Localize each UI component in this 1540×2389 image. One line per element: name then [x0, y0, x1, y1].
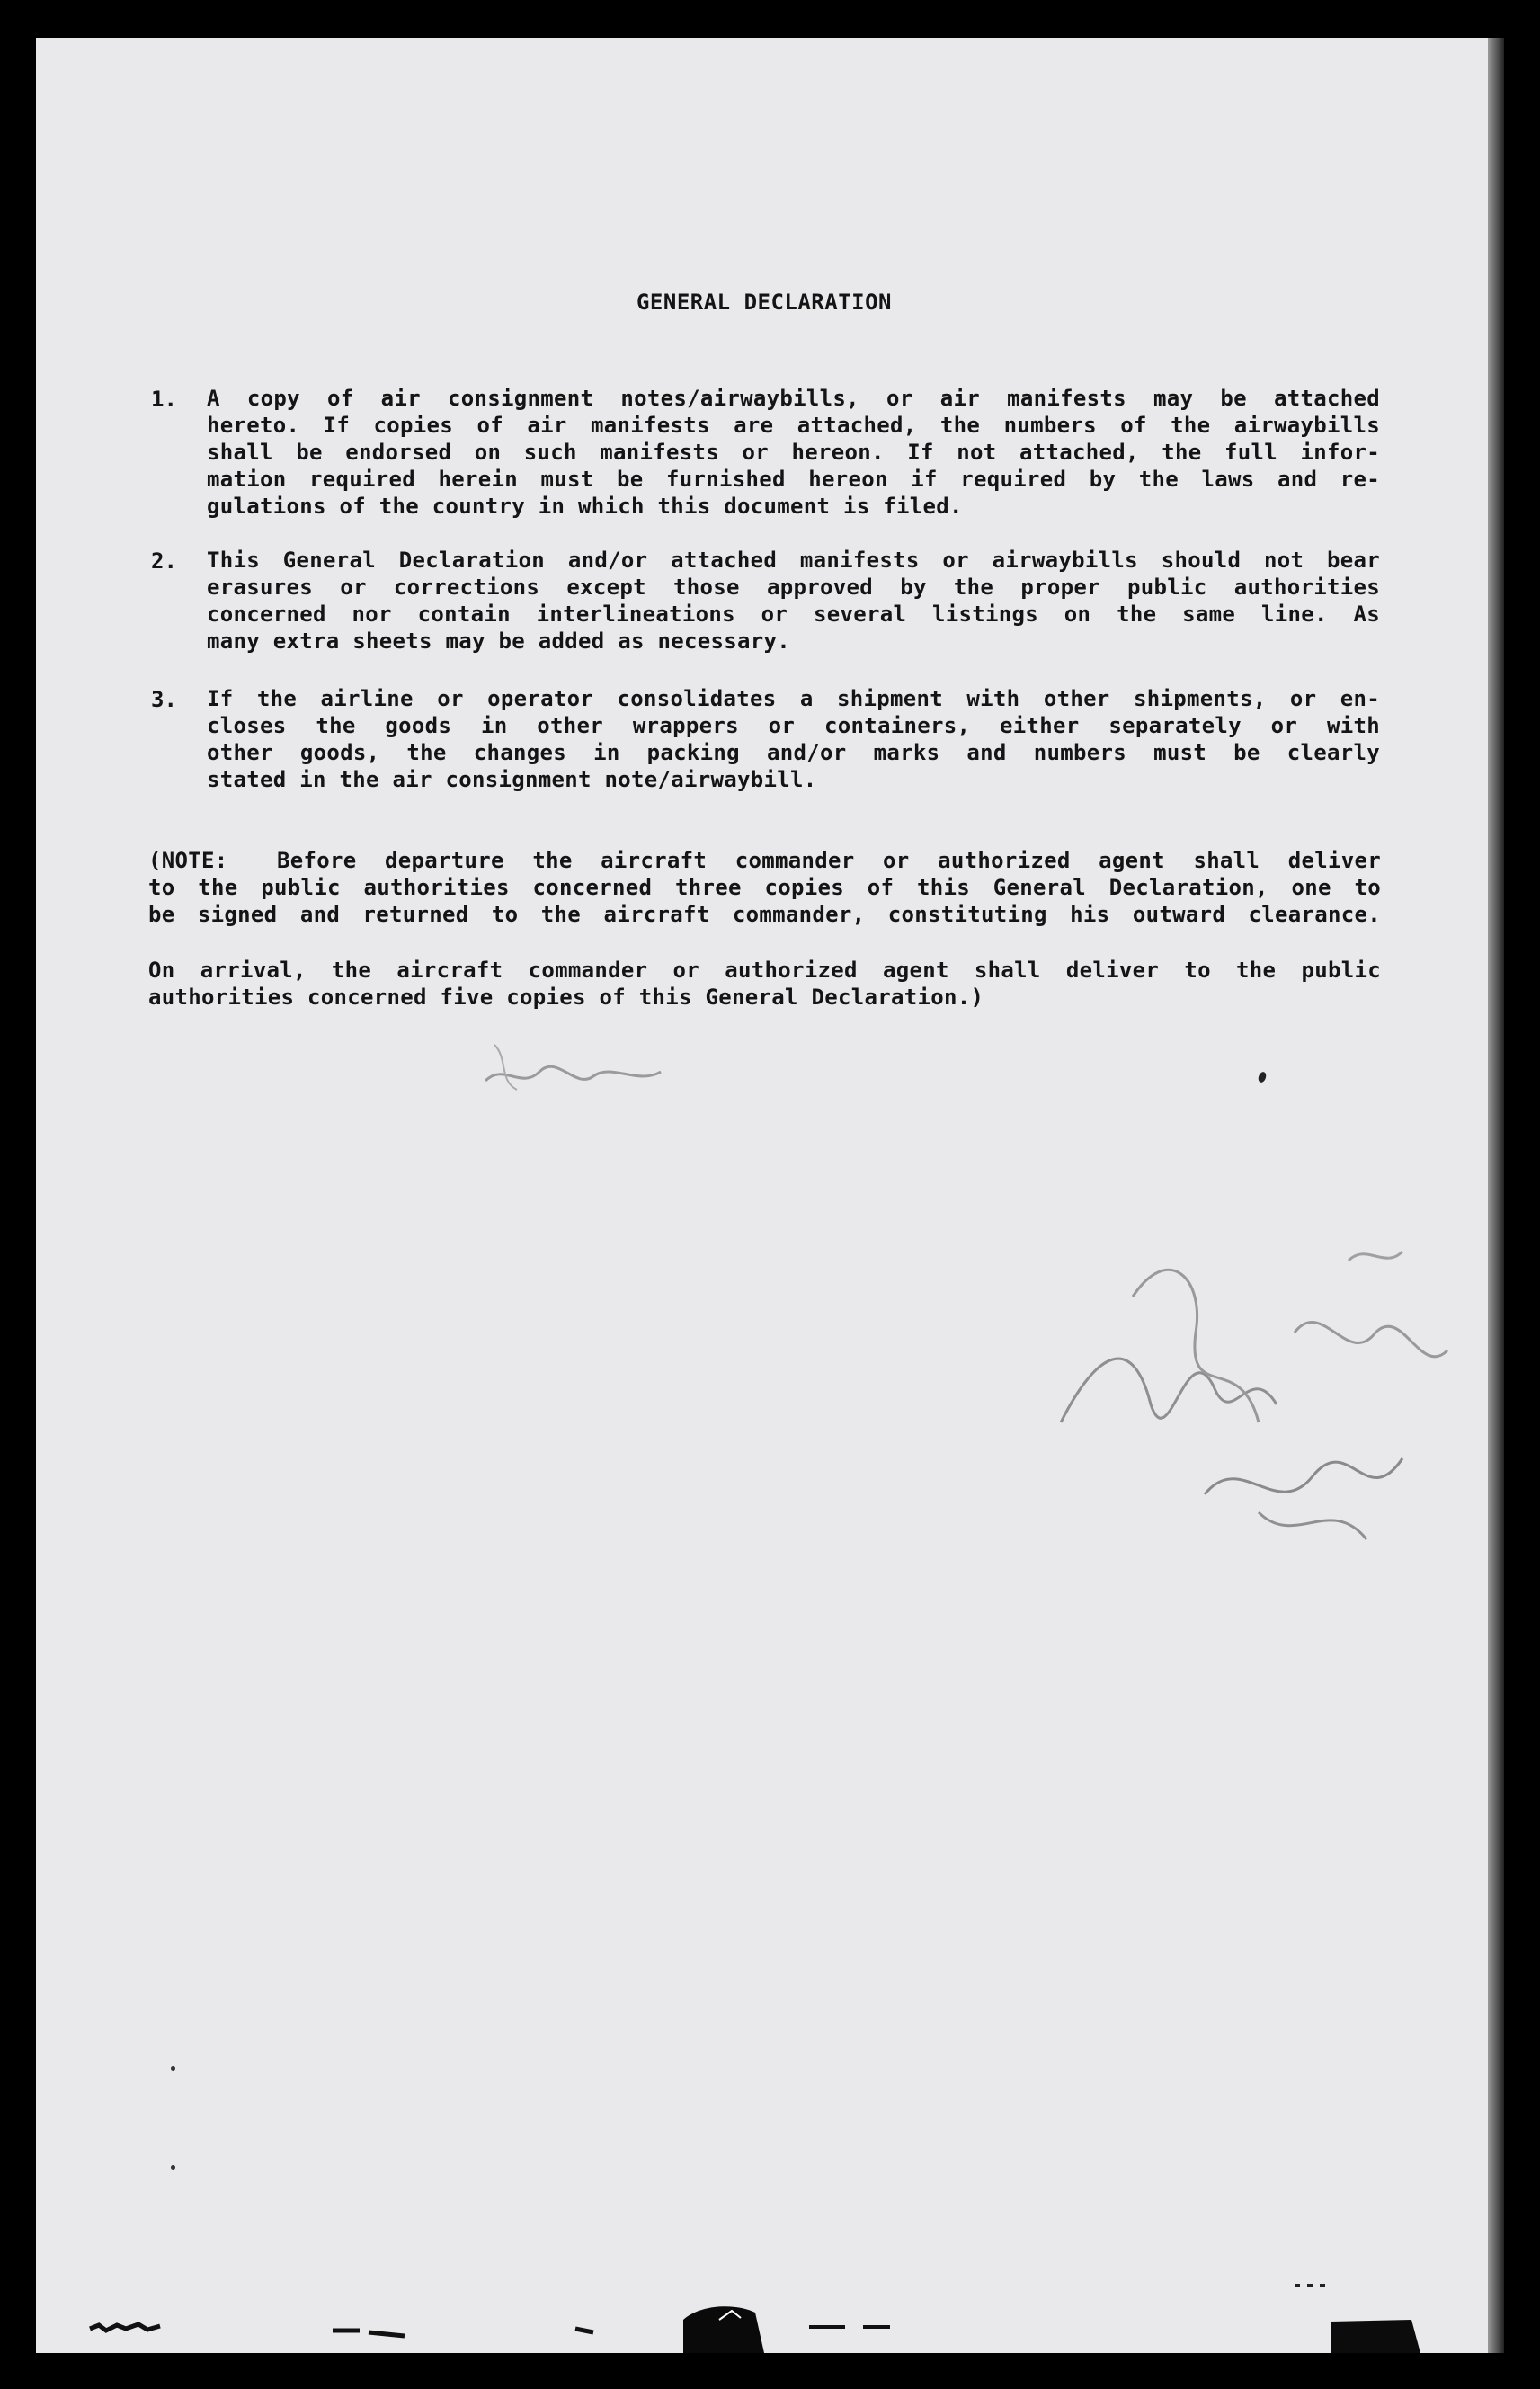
item-1-line-2: hereto. If copies of air manifests are attached, the numbers of the airwaybills	[207, 413, 1380, 438]
item-2-line-2: erasures or corrections except those approved by the proper public authorities	[207, 575, 1380, 600]
item-2-line-3: concerned nor contain interlineations or several listings on the same line. As	[207, 602, 1380, 627]
note-line-1: Before departure the aircraft commander or authorized agent shall deliver	[277, 848, 1381, 873]
item-1-line-4: mation required herein must be furnished hereon if required by the laws and re-	[207, 467, 1380, 492]
item-3-number: 3.	[151, 687, 177, 712]
ink-speck	[171, 2165, 175, 2170]
item-3-line-4: stated in the air consignment note/airwaybill.	[207, 767, 817, 792]
arrival-line-2: authorities concerned five copies of this General Declaration.)	[148, 985, 984, 1010]
bottom-edge-damage	[36, 2268, 1492, 2353]
item-2-number: 2.	[151, 548, 177, 574]
handwritten-mark	[467, 1027, 683, 1117]
item-2-line-1: This General Declaration and/or attached manifests or airwaybills should not bear	[207, 548, 1380, 573]
item-3-line-1: If the airline or operator consolidates a shipment with other shipments, or en-	[207, 686, 1380, 711]
page-edge	[1488, 38, 1504, 2353]
item-2-line-4: many extra sheets may be added as necessary.	[207, 628, 790, 654]
item-3-line-2: closes the goods in other wrappers or containers, either separately or with	[207, 713, 1380, 738]
item-1-line-5: gulations of the country in which this document is filed.	[207, 494, 963, 519]
document-page	[36, 38, 1492, 2353]
arrival-line-1: On arrival, the aircraft commander or authorized agent shall deliver to the public	[148, 958, 1381, 983]
note-label: (NOTE:	[148, 848, 228, 873]
item-1-line-3: shall be endorsed on such manifests or hereon. If not attached, the full infor-	[207, 440, 1380, 465]
note-line-2: to the public authorities concerned three copies of this General Declaration, one to	[148, 875, 1381, 900]
item-1-number: 1.	[151, 387, 177, 412]
ink-speck	[1257, 1071, 1268, 1083]
note-line-3: be signed and returned to the aircraft commander, constituting his outward clearance.	[148, 902, 1381, 927]
item-1-line-1: A copy of air consignment notes/airwaybills, or air manifests may be attached	[207, 386, 1380, 411]
document-title: GENERAL DECLARATION	[636, 290, 893, 315]
handwritten-signature	[1025, 1225, 1492, 1602]
ink-speck	[171, 2066, 175, 2071]
item-3-line-3: other goods, the changes in packing and/or marks and numbers must be clearly	[207, 740, 1380, 765]
